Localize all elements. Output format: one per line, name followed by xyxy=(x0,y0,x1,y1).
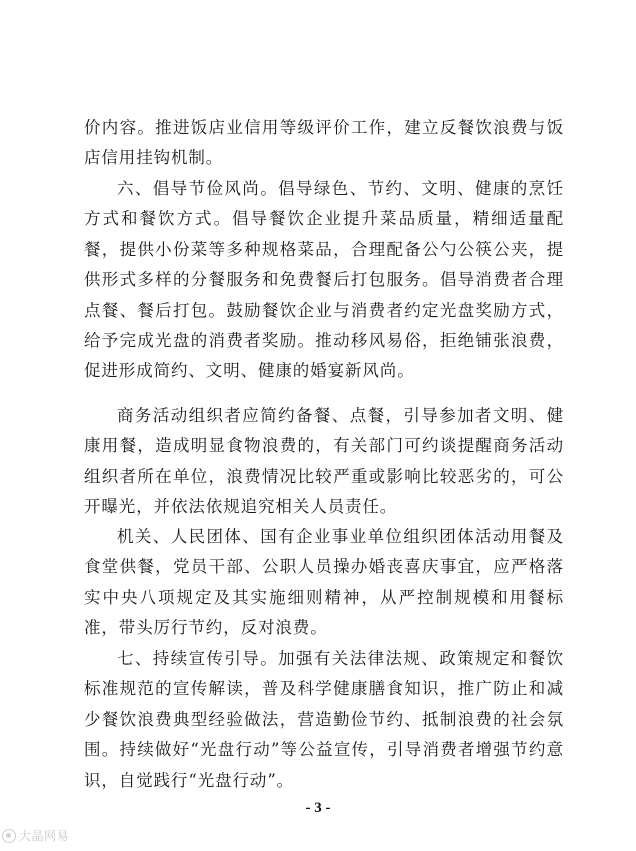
paragraph-section-seven: 七、持续宣传引导。加强有关法律法规、政策规定和餐饮标准规范的宣传解读，普及科学健康膳食知识，推广防止和减少餐饮浪费典型经验做法，营造勤俭节约、抵制浪费的社会氛围。持续做好“光盘行动”等公益宣传，引导消费者增强节约意识，自觉践行“光盘行动”。 xyxy=(84,649,564,790)
paragraph-continuation: 价内容。推进饭店业信用等级评价工作，建立反餐饮浪费与饭店信用挂钩机制。 xyxy=(84,118,564,168)
watermark-logo-icon xyxy=(2,829,16,843)
paragraph-business-activities: 商务活动组织者应简约备餐、点餐，引导参加者文明、健康用餐，造成明显食物浪费的，有关部门可约谈提醒商务活动组织者所在单位，浪费情况比较严重或影响比较恶劣的，可公开曝光，并依法依规追究相关人员责任。 xyxy=(84,406,564,517)
page-number: - 3 - xyxy=(305,800,331,816)
paragraph-government-agencies: 机关、人民团体、国有企业事业单位组织团体活动用餐及食堂供餐，党员干部、公职人员操办婚丧喜庆事宜，应严格落实中央八项规定及其实施细则精神，从严控制规模和用餐标准，带头厉行节约，反对浪费。 xyxy=(84,527,564,638)
watermark-text: 大晶网易 xyxy=(19,829,70,843)
watermark xyxy=(2,827,69,844)
paragraph-section-six: 六、倡导节俭风尚。倡导绿色、节约、文明、健康的烹饪方式和餐饮方式。倡导餐饮企业提升菜品质量，精细适量配餐，提供小份菜等多种规格菜品，合理配备公勺公筷公夹，提供形式多样的分餐服务和免费餐后打包服务。倡导消费者合理点餐、餐后打包。鼓励餐饮企业与消费者约定光盘奖励方式，给予完成光盘的消费者奖励。推动移风易俗，拒绝铺张浪费，促进形成简约、文明、健康的婚宴新风尚。 xyxy=(84,179,564,381)
